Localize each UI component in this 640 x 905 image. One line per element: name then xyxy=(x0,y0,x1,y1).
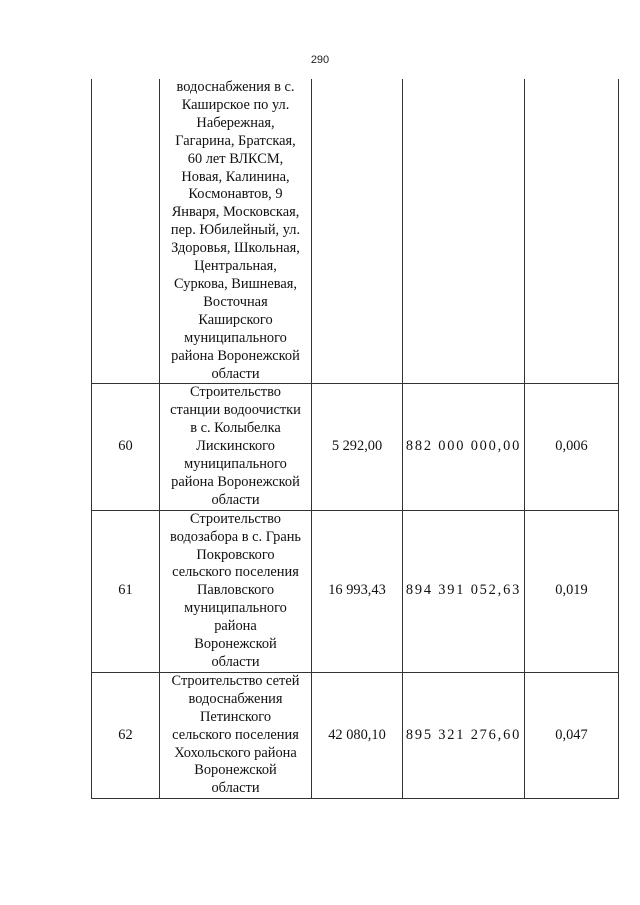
page-number: 290 xyxy=(310,54,330,66)
description-cell: Строительство сетей водоснабжения Петинского сельского поселения Хохольского района Воронежской области xyxy=(160,672,312,798)
amount-cell xyxy=(312,79,403,384)
description-cell: Строительство станции водоочистки в с. Колыбелка Лискинского муниципального района Воронежской области xyxy=(160,384,312,510)
share-cell: 0,019 xyxy=(525,510,619,672)
row-number-cell: 61 xyxy=(92,510,160,672)
amount-cell: 16 993,43 xyxy=(312,510,403,672)
share-cell: 0,006 xyxy=(525,384,619,510)
description-cell: водоснабжения в с. Каширское по ул. Набережная, Гагарина, Братская, 60 лет ВЛКСМ, Новая, Калинина, Космонавтов, 9 Января, Московская, пер. Юбилейный, ул. Здоровья, Школьная, Центральная, Суркова, Вишневая, Восточная Каширского муниципального района Воронежской области xyxy=(160,79,312,384)
row-number-cell xyxy=(92,79,160,384)
data-table xyxy=(91,79,619,799)
table-row xyxy=(92,79,619,384)
table-row xyxy=(92,672,619,798)
amount-cell: 5 292,00 xyxy=(312,384,403,510)
table-row xyxy=(92,510,619,672)
total-cell: 882 000 000,00 xyxy=(403,384,525,510)
row-number-cell: 62 xyxy=(92,672,160,798)
table-row xyxy=(92,384,619,510)
row-number-cell: 60 xyxy=(92,384,160,510)
amount-cell: 42 080,10 xyxy=(312,672,403,798)
description-cell: Строительство водозабора в с. Грань Покровского сельского поселения Павловского муниципального района Воронежской области xyxy=(160,510,312,672)
total-cell: 895 321 276,60 xyxy=(403,672,525,798)
total-cell xyxy=(403,79,525,384)
total-cell: 894 391 052,63 xyxy=(403,510,525,672)
share-cell: 0,047 xyxy=(525,672,619,798)
share-cell xyxy=(525,79,619,384)
